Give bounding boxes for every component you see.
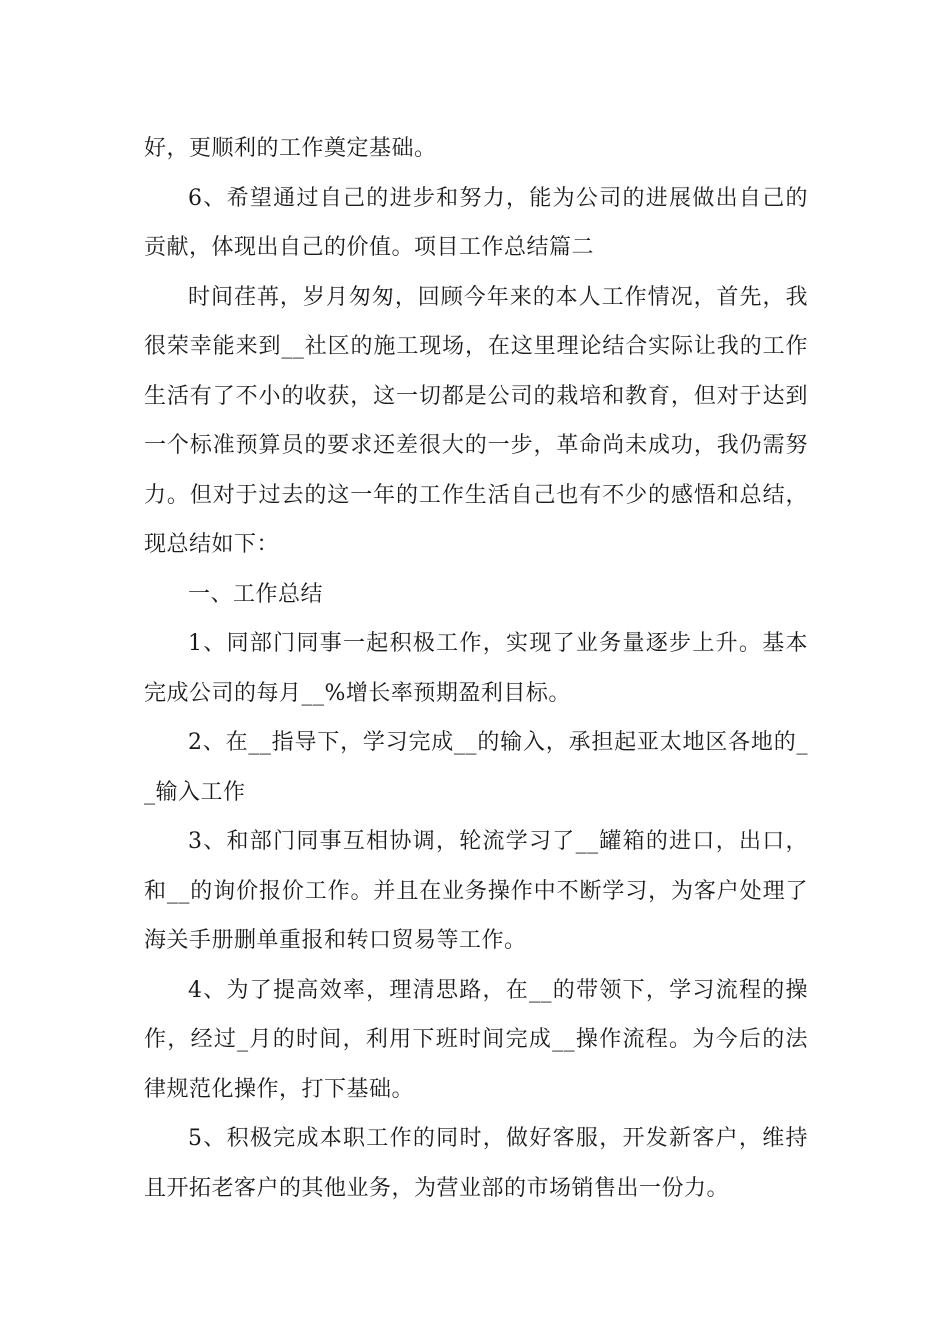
paragraph-item-6: 6、希望通过自己的进步和努力，能为公司的进展做出自己的贡献，体现出自己的价值。项目工作总结篇二 xyxy=(144,185,808,260)
document-body xyxy=(144,124,808,1213)
paragraph-item-3: 3、和部门同事互相协调，轮流学习了__罐箱的进口，出口，和__的询价报价工作。并且在业务操作中不断学习，为客户处理了海关手册删单重报和转口贸易等工作。 xyxy=(144,829,808,953)
paragraph-item-1: 1、同部门同事一起积极工作，实现了业务量逐步上升。基本完成公司的每月__%增长率预期盈利目标。 xyxy=(144,631,808,706)
paragraph-intro: 时间荏苒，岁月匆匆，回顾今年来的本人工作情况，首先，我很荣幸能来到__社区的施工现场，在这里理论结合实际让我的工作生活有了不小的收获，这一切都是公司的栽培和教育，但对于达到一个标准预算员的要求还差很大的一步，革命尚未成功，我仍需努力。但对于过去的这一年的工作生活自己也有不少的感悟和总结，现总结如下： xyxy=(144,284,808,557)
paragraph-item-4: 4、为了提高效率，理清思路，在__的带领下，学习流程的操作，经过_月的时间，利用下班时间完成__操作流程。为今后的法律规范化操作，打下基础。 xyxy=(144,977,808,1102)
section-heading: 一、工作总结 xyxy=(188,581,324,607)
paragraph-item-5: 5、积极完成本职工作的同时，做好客服，开发新客户，维持且开拓老客户的其他业务，为营业部的市场销售出一份力。 xyxy=(144,1126,808,1201)
paragraph-continuation: 好，更顺利的工作奠定基础。 xyxy=(144,136,437,161)
paragraph-item-2: 2、在__指导下，学习完成__的输入，承担起亚太地区各地的__输入工作 xyxy=(144,730,808,805)
